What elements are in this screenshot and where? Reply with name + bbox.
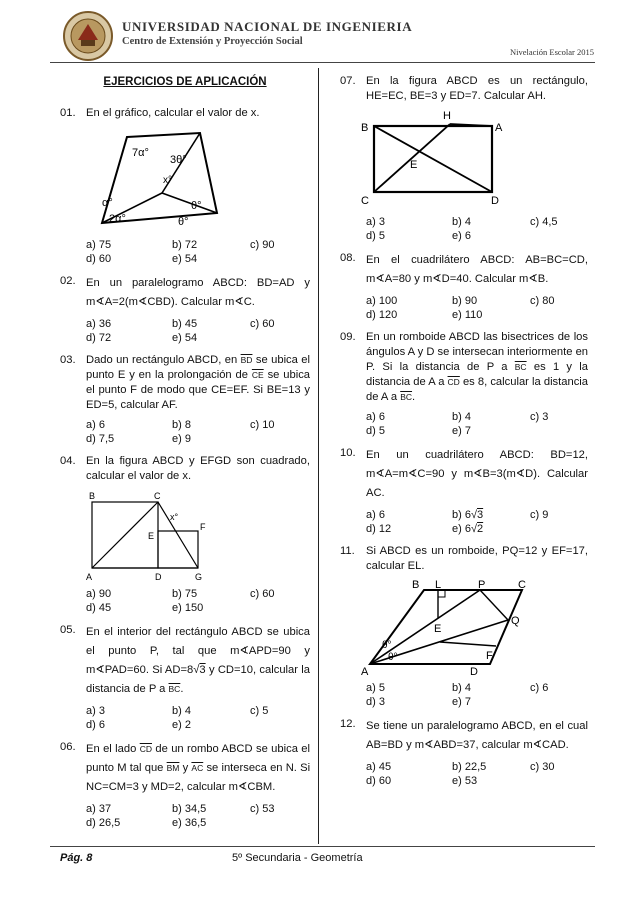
left-column — [60, 68, 310, 838]
label-e: E — [410, 159, 418, 171]
label-theta-2: θ° — [388, 652, 398, 663]
option-a: a) 90 — [86, 588, 112, 600]
option-c: c) 53 — [250, 803, 275, 815]
label-c: C — [154, 491, 161, 501]
option-d: d) 6 — [86, 718, 105, 731]
problem-text: En un cuadrilátero ABCD: BD=12, m∢A=m∢C=90 y m∢B=3(m∢D). Calcular AC. — [366, 449, 588, 499]
option-e-text: e) 6 — [452, 522, 471, 535]
label-c: C — [518, 580, 526, 591]
option-d: d) 45 — [86, 601, 112, 614]
column-divider — [318, 68, 319, 844]
option-c: c) 80 — [530, 295, 555, 307]
sqrt-icon: √ — [470, 522, 478, 535]
option-e: e) 110 — [452, 308, 483, 321]
label-a: A — [86, 572, 93, 582]
option-a: a) 5 — [366, 682, 385, 694]
option-b: b) 4 — [452, 411, 471, 423]
text-part: En el lado — [86, 743, 137, 755]
option-e: e) 7 — [452, 424, 471, 437]
label-a: A — [361, 666, 369, 676]
label-f: F — [200, 522, 206, 532]
level-label: Nivelación Escolar 2015 — [509, 47, 594, 57]
segment-bc: $\overline{BC}$ — [514, 362, 527, 372]
label-theta-2: θ° — [178, 216, 189, 228]
options-09 — [366, 411, 588, 438]
option-e — [452, 523, 530, 537]
section-title: EJERCICIOS DE APLICACIÓN — [103, 76, 267, 88]
problem-number: 03. — [60, 354, 76, 366]
problem-11 — [340, 544, 588, 709]
text-part: de un rombo ABCD se ubica el punto M tal que — [86, 743, 311, 774]
option-b: b) 45 — [172, 318, 198, 330]
radicand: 3 — [477, 509, 484, 521]
problem-number: 05. — [60, 624, 76, 636]
label-2alpha: 2α° — [109, 213, 126, 225]
option-d: d) 72 — [86, 331, 112, 344]
label-b: B — [89, 491, 96, 501]
problem-01 — [60, 106, 310, 266]
option-e: e) 9 — [172, 432, 191, 445]
text-part: es 1 y la distancia de A a — [366, 361, 589, 388]
label-x: x° — [170, 512, 179, 522]
label-e: E — [434, 623, 442, 635]
label-b: B — [361, 122, 369, 134]
option-d: d) 5 — [366, 229, 385, 242]
label-d: D — [470, 666, 478, 676]
option-e: e) 7 — [452, 695, 471, 708]
option-e: e) 54 — [172, 331, 198, 344]
option-b: b) 4 — [452, 216, 471, 228]
figure-11 — [340, 580, 588, 676]
figure-01 — [60, 127, 310, 233]
segment-ce: $\overline{CE}$ — [251, 370, 264, 380]
label-g: G — [195, 572, 203, 582]
problem-number: 07. — [340, 75, 356, 87]
option-c: c) 3 — [530, 411, 549, 423]
option-b — [452, 509, 530, 523]
options-04 — [86, 588, 310, 615]
label-q: Q — [511, 615, 520, 627]
text-part: se ubica el punto F de modo que CE=EF. Si BE=13 y ED=5, calcular AF. — [86, 369, 311, 411]
radicand: 2 — [477, 522, 484, 535]
problem-06 — [60, 740, 310, 830]
text-part: y — [182, 762, 189, 774]
label-p: P — [478, 580, 486, 591]
sqrt-icon: √ — [193, 664, 200, 676]
segment-bm: $\overline{BM}$ — [166, 763, 180, 773]
figure-11-drawing — [340, 580, 588, 676]
option-b: b) 8 — [172, 419, 191, 431]
label-h: H — [443, 110, 451, 122]
segment-cd: $\overline{CD}$ — [447, 377, 460, 387]
problem-09 — [340, 330, 588, 438]
text-part: se interseca en N. Si NC=CM=3 y MD=2, calcular m∢CBM. — [86, 762, 311, 793]
subject-label: 5º Secundaria - Geometría — [232, 852, 363, 864]
option-c: c) 4,5 — [530, 216, 558, 228]
option-b: b) 90 — [452, 295, 478, 307]
sqrt-icon: √ — [470, 509, 478, 521]
problem-text: En un paralelogramo ABCD: BD=AD y m∢A=2(m∢CBD). Calcular m∢C. — [86, 277, 310, 308]
figure-04-drawing — [60, 490, 310, 582]
option-d: d) 60 — [366, 774, 392, 787]
option-d: d) 26,5 — [86, 816, 121, 829]
problem-number: 12. — [340, 718, 356, 730]
problem-text: Se tiene un paralelogramo ABCD, en el cual AB=BD y m∢ABD=37, calcular m∢CAD. — [366, 720, 588, 751]
label-theta-1: θ° — [382, 640, 392, 651]
segment-ac: $\overline{AC}$ — [191, 763, 204, 773]
segment-bd: $\overline{BD}$ — [240, 355, 253, 365]
option-d: d) 5 — [366, 424, 385, 437]
option-c: c) 6 — [530, 682, 549, 694]
segment-bc: $\overline{BC}$ — [168, 684, 181, 694]
problem-number: 06. — [60, 741, 76, 753]
problem-text: En la figura ABCD y EFGD son cuadrado, calcular el valor de x. — [86, 455, 310, 482]
problem-number: 10. — [340, 447, 356, 459]
problem-text — [86, 623, 310, 699]
figure-01-drawing — [60, 127, 310, 233]
option-b: b) 4 — [452, 682, 471, 694]
option-c: c) 10 — [250, 419, 275, 431]
option-e: e) 36,5 — [172, 816, 207, 829]
option-d: d) 12 — [366, 522, 392, 535]
problem-number: 09. — [340, 331, 356, 343]
label-d: D — [491, 195, 499, 207]
option-a: a) 45 — [366, 761, 392, 773]
option-d: d) 60 — [86, 252, 112, 265]
label-f: F — [486, 650, 493, 662]
problem-04 — [60, 454, 310, 615]
option-e: e) 150 — [172, 601, 204, 614]
option-b: b) 72 — [172, 239, 198, 251]
options-11 — [366, 682, 588, 709]
option-b: b) 4 — [172, 705, 191, 717]
label-a: A — [495, 122, 503, 134]
label-e: E — [148, 531, 155, 541]
option-b-text: b) 6 — [452, 509, 471, 521]
text-part: En un romboide ABCD las bisectrices de los ángulos A y D se intersecan interiormente en P. Si la distancia de P a — [366, 331, 589, 373]
university-name: UNIVERSIDAD NACIONAL DE INGENIERIA — [122, 19, 413, 34]
option-d: d) 7,5 — [86, 432, 115, 445]
option-a: a) 37 — [86, 803, 112, 815]
option-b: b) 75 — [172, 588, 198, 600]
option-c: c) 60 — [250, 588, 275, 600]
text-part: En el interior del rectángulo ABCD se ubica el punto P, tal que m∢APD=90 y m∢PAD=60. Si AD=8 — [86, 626, 310, 676]
label-alpha: α° — [102, 197, 113, 209]
label-7alpha: 7α° — [132, 147, 149, 159]
problem-08 — [340, 251, 588, 322]
header-divider — [50, 62, 595, 63]
problem-text — [86, 353, 310, 413]
options-12 — [366, 761, 588, 788]
option-c: c) 60 — [250, 318, 275, 330]
problem-text: Si ABCD es un romboide, PQ=12 y EF=17, calcular EL. — [366, 545, 588, 572]
options-10 — [366, 509, 588, 536]
problem-07 — [340, 74, 588, 243]
problem-text: En el gráfico, calcular el valor de x. — [86, 107, 260, 119]
center-name: Centro de Extensión y Proyección Social — [122, 36, 303, 47]
option-a: a) 36 — [86, 318, 112, 330]
problem-number: 02. — [60, 275, 76, 287]
option-e: e) 54 — [172, 252, 198, 265]
label-theta-1: θ° — [191, 200, 202, 212]
text-part: es 8, calcular la distancia de A a — [366, 376, 588, 403]
problem-10 — [340, 446, 588, 536]
university-seal-icon — [62, 10, 114, 62]
option-b: b) 34,5 — [172, 803, 207, 815]
problem-number: 08. — [340, 252, 356, 264]
label-c: C — [361, 195, 369, 207]
text-part: . — [412, 391, 416, 403]
option-a: a) 75 — [86, 239, 112, 251]
option-e: e) 6 — [452, 229, 471, 242]
option-c: c) 90 — [250, 239, 275, 251]
right-column — [340, 68, 588, 796]
option-a: a) 6 — [86, 419, 105, 431]
label-b: B — [412, 580, 420, 591]
label-d: D — [155, 572, 162, 582]
label-x: x° — [163, 175, 172, 186]
option-a: a) 6 — [366, 509, 385, 521]
problem-12 — [340, 717, 588, 788]
options-06 — [86, 803, 310, 830]
figure-07-drawing — [340, 110, 588, 210]
segment-cd: $\overline{CD}$ — [139, 744, 152, 754]
options-08 — [366, 295, 588, 322]
problem-number: 04. — [60, 455, 76, 467]
problem-05 — [60, 623, 310, 732]
radicand: 3 — [199, 664, 206, 676]
option-b: b) 22,5 — [452, 761, 487, 773]
text-part: Dado un rectángulo ABCD, en — [86, 354, 238, 366]
label-l: L — [435, 580, 442, 591]
problem-text: En la figura ABCD es un rectángulo, HE=EC, BE=3 y ED=7. Calcular AH. — [366, 75, 588, 102]
text-part: y CD=10, calcular la distancia de P a — [86, 664, 311, 695]
options-01 — [86, 239, 310, 266]
options-07 — [366, 216, 588, 243]
figure-04 — [60, 490, 310, 582]
problem-number: 11. — [340, 545, 355, 557]
option-a: a) 3 — [366, 216, 385, 228]
option-d: d) 120 — [366, 308, 398, 321]
text-part: se ubica el punto E y en la prolongación de — [86, 354, 311, 381]
problem-number: 01. — [60, 107, 76, 119]
options-05 — [86, 705, 310, 732]
option-a: a) 3 — [86, 705, 105, 717]
option-a: a) 100 — [366, 295, 398, 307]
footer-divider — [50, 846, 595, 847]
text-part: . — [180, 683, 184, 695]
option-d: d) 3 — [366, 695, 385, 708]
options-02 — [86, 318, 310, 345]
option-e: e) 53 — [452, 774, 478, 787]
option-a: a) 6 — [366, 411, 385, 423]
problem-02 — [60, 274, 310, 345]
problem-text — [86, 740, 310, 797]
options-03 — [86, 419, 310, 446]
problem-03 — [60, 353, 310, 446]
figure-07 — [340, 110, 588, 210]
label-3theta: 3θ° — [170, 154, 187, 166]
option-c: c) 5 — [250, 705, 269, 717]
problem-text: En el cuadrilátero ABCD: AB=BC=CD, m∢A=80 y m∢D=40. Calcular m∢B. — [366, 254, 588, 285]
page-number: Pág. 8 — [60, 852, 93, 864]
segment-bc-2: $\overline{BC}$ — [400, 392, 413, 402]
problem-text — [366, 330, 588, 405]
option-e: e) 2 — [172, 718, 191, 731]
option-c: c) 9 — [530, 509, 549, 521]
option-c: c) 30 — [530, 761, 555, 773]
